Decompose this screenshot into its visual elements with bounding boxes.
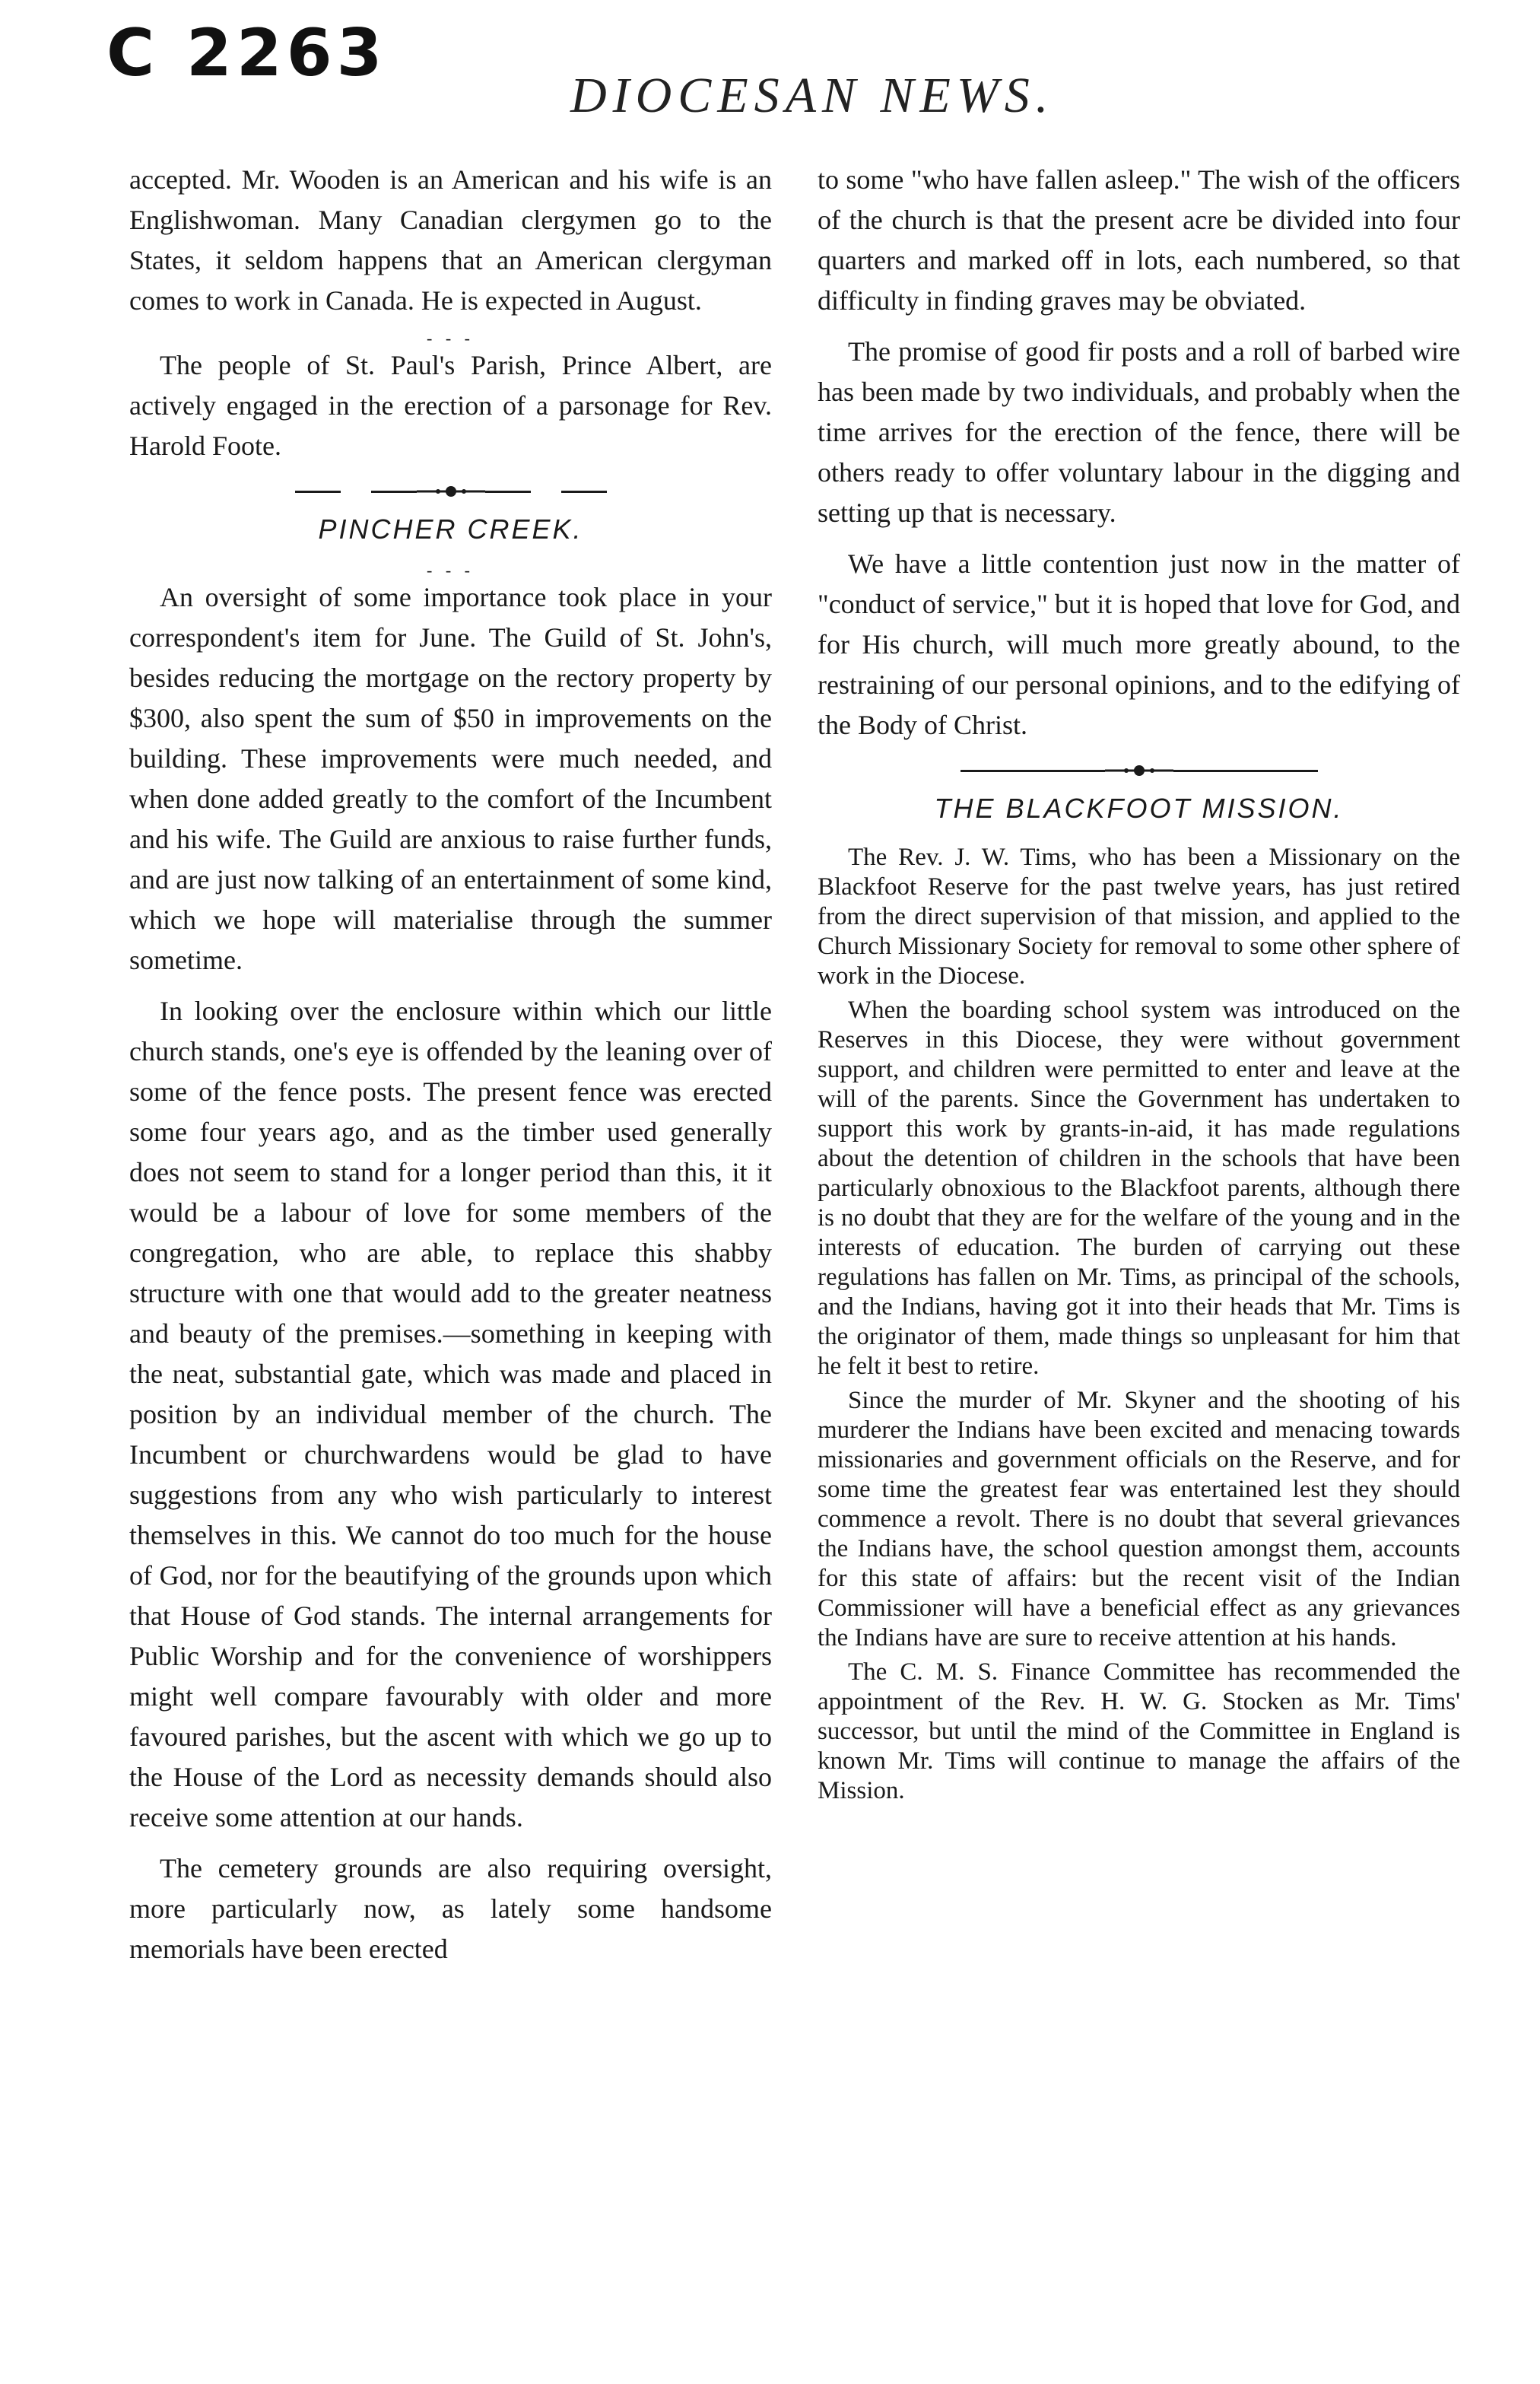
section-title-blackfoot-mission: THE BLACKFOOT MISSION. <box>934 793 1344 824</box>
paragraph-enclosure: In looking over the enclosure within which our little church stands, one's eye is offended by the leaning over of some of the fence posts. The present fence was erected some four years ago, and as the timber used generally does not seem to stand for a longer period than this, it it would be a labour of love for some members of the congregation, who are able, to replace this shabby structure with one that would add to the greater neatness and beauty of the premises.—something in keeping with the neat, substantial gate, which was made and placed in position by an individual member of the church. The Incumbent or churchwardens would be glad to have suggestions from any who wish particularly to interest themselves in this. We cannot do too much for the house of God, nor for the beautifying of the grounds upon which that House of God stands. The internal arrangements for Public Worship and for the convenience of worshippers might well compare favourably with older and more favoured parishes, but the ascent with which we go up to the House of the Lord as necessity demands should also receive some attention at our hands. <box>129 996 772 1833</box>
section-title-pincher-creek: PINCHER CREEK. <box>318 513 583 545</box>
paragraph-contention: We have a little contention just now in the matter of "conduct of service," but it is hoped that love for God, and for His church, will much more greatly abound, to the restraining of our personal opinions, and to the edifying of the Body of Christ. <box>818 548 1460 740</box>
paragraph-cemetery: The cemetery grounds are also requiring oversight, more particularly now, as lately some handsome memorials have been erected <box>129 1853 772 1964</box>
paragraph-accepted: accepted. Mr. Wooden is an American and his wife is an Englishwoman. Many Canadian clergymen go to the States, it seldom happens that an American clergyman comes to work in Canada. He is expected in August. <box>129 164 772 316</box>
paragraph-boarding-school: When the boarding school system was introduced on the Reserves in this Diocese, they were without government support, and children were permitted to enter and leave at the will of the parents. Since the Government has undertaken to support this work by grants-in-aid, it has made regulations about the detention of children in the schools that have been particularly obnoxious to the Blackfoot parents, although there is no doubt that they are for the welfare of the young and in the interests of education. The burden of carrying out these regulations has fallen on Mr. Tims, as principal of the schools, and the Indians, having got it into their heads that Mr. Tims is the originator of them, made things so unpleasant for him that he felt it best to retire. <box>818 997 1460 1380</box>
ornament-icon <box>1105 763 1173 778</box>
handwritten-catalog-number: C 2263 <box>106 15 387 91</box>
small-dash-divider: - - - <box>427 561 475 580</box>
small-dash-divider: - - - <box>427 329 475 348</box>
right-column <box>818 160 1460 1810</box>
paragraph-fir-posts: The promise of good fir posts and a roll of barbed wire has been made by two individuals, and probably when the time arrives for the erection of the fence, there will be others ready to offer voluntary labour in the digging and setting up that is necessary. <box>818 336 1460 528</box>
left-column <box>129 160 772 1980</box>
paragraph-murder-skyner: Since the murder of Mr. Skyner and the shooting of his murderer the Indians have been excited and menacing towards missionaries and government officials on the Reserve, and for some time the greatest fear was entertained lest they should commence a revolt. There is no doubt that several grievances the Indians have, the school question amongst them, accounts for this state of affairs: but the recent visit of the Indian Commissioner will have a beneficial effect as any grievances the Indians have are sure to receive attention at his hands. <box>818 1387 1460 1651</box>
paragraph-oversight: An oversight of some importance took place in your correspondent's item for June. The Guild of St. John's, besides reducing the mortgage on the rectory property by $300, also spent the sum of $50 in improvements on the building. These improvements were much needed, and when done added greatly to the comfort of the Incumbent and his wife. The Guild are anxious to raise further funds, and are just now talking of an entertainment of some kind, which we hope will materialise through the summer sometime. <box>129 582 772 975</box>
paragraph-cms-finance: The C. M. S. Finance Committee has recommended the appointment of the Rev. H. W. G. Stocken as Mr. Tims' successor, but until the mind of the Committee in England is known Mr. Tims will continue to manage the affairs of the Mission. <box>818 1658 1460 1804</box>
ornament-icon <box>417 484 485 499</box>
paragraph-fallen-asleep: to some "who have fallen asleep." The wish of the officers of the church is that the present acre be divided into four quarters and marked off in lots, each numbered, so that difficulty in finding graves may be obviated. <box>818 164 1460 316</box>
running-head: DIOCESAN NEWS. <box>570 68 1055 123</box>
ornamental-rule <box>818 759 1460 782</box>
paragraph-st-pauls: The people of St. Paul's Parish, Prince Albert, are actively engaged in the erection of a parsonage for Rev. Harold Foote. <box>129 350 772 461</box>
paragraph-rev-tims: The Rev. J. W. Tims, who has been a Missionary on the Blackfoot Reserve for the past twelve years, has just retired from the direct supervision of that mission, and applied to the Church Missionary Society for removal to some other sphere of work in the Diocese. <box>818 844 1460 990</box>
ornamental-rule <box>129 480 772 503</box>
